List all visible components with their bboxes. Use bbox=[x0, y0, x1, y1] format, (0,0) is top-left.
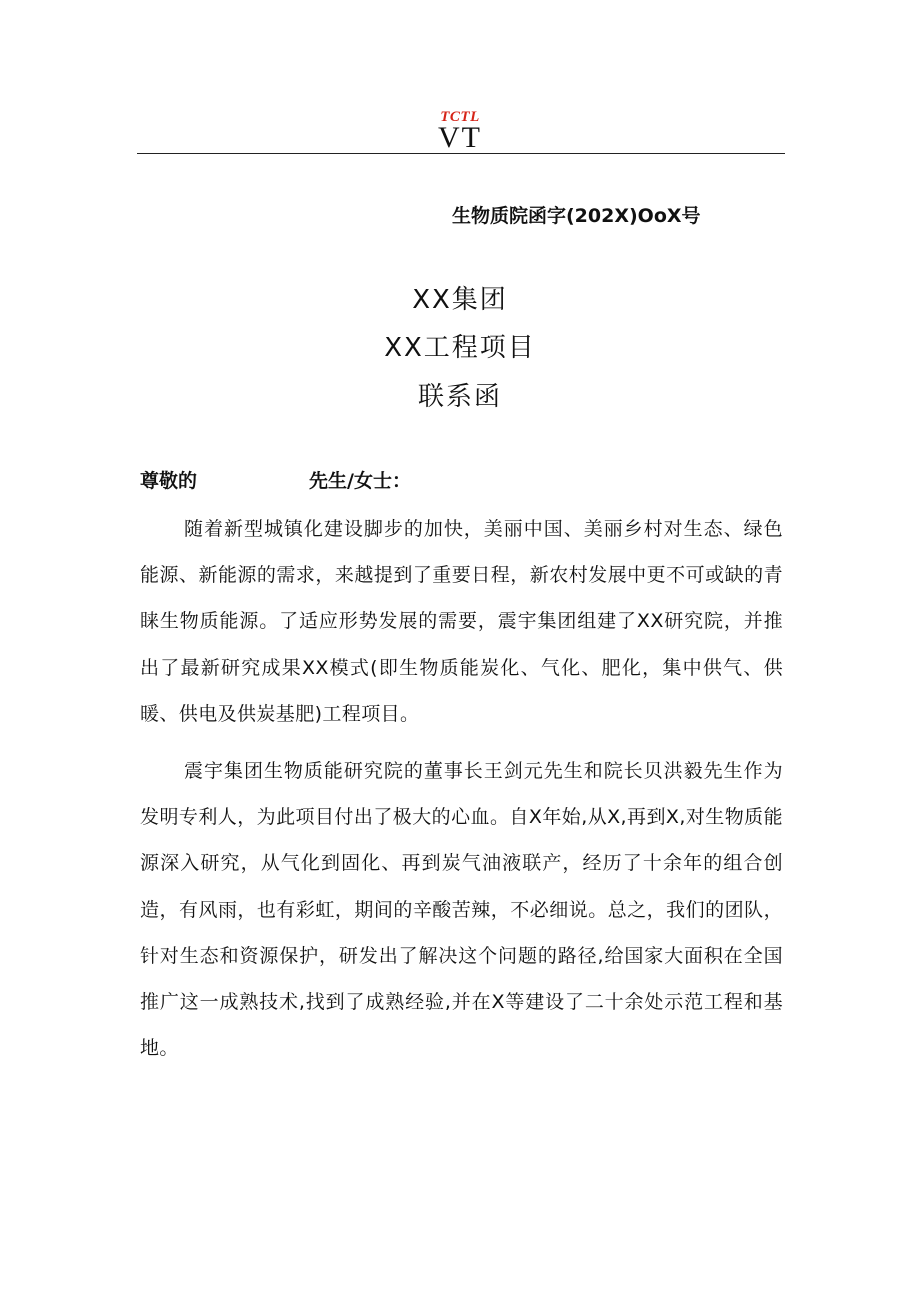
salutation-greeting: 尊敬的 bbox=[140, 470, 198, 492]
document-number: 生物质院函字(202X)OoX号 bbox=[452, 205, 701, 227]
logo-small-text: TCTL bbox=[440, 109, 480, 125]
body-paragraph-2: 震宇集团生物质能研究院的董事长王剑元先生和院长贝洪毅先生作为发明专利人，为此项目付出了极大的心血。自X年始,从X,再到X,对生物质能源深入研究，从气化到固化、再到炭气油液联产，经历了十余年的组合创造，有风雨，也有彩虹，期间的辛酸苦辣，不必细说。总之，我们的团队，针对生态和资源保护，研发出了解决这个问题的路径,给国家大面积在全国推广这一成熟技术,找到了成熟经验,并在X等建设了二十余处示范工程和基地。 bbox=[140, 760, 783, 1060]
salutation bbox=[140, 465, 411, 497]
logo-large-text: VT bbox=[438, 121, 482, 154]
title-company: XX集团 bbox=[412, 285, 508, 315]
body-paragraph-1: 随着新型城镇化建设脚步的加快，美丽中国、美丽乡村对生态、绿色能源、新能源的需求，来越提到了重要日程，新农村发展中更不可或缺的青睐生物质能源。了适应形势发展的需要，震宇集团组建了XX研究院，并推出了最新研究成果XX模式(即生物质能炭化、气化、肥化，集中供气、供暖、供电及供炭基肥)工程项目。 bbox=[140, 518, 783, 725]
salutation-suffix: 先生/女士： bbox=[309, 470, 411, 492]
title-letter-type: 联系函 bbox=[417, 382, 502, 412]
header-divider bbox=[137, 153, 785, 154]
title-project: XX工程项目 bbox=[384, 333, 536, 363]
